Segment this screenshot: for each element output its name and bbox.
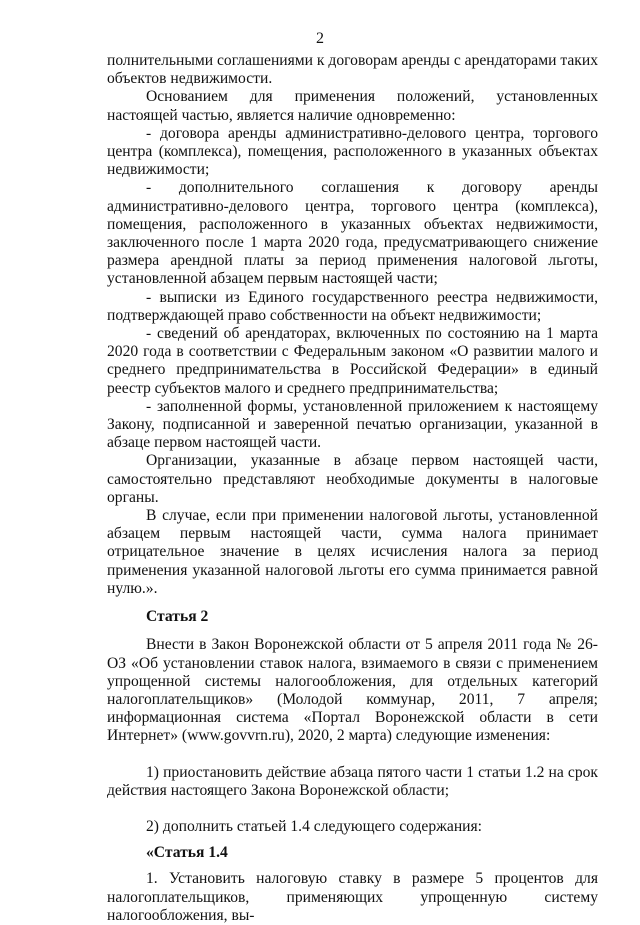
article-2-heading: Статья 2 (146, 608, 209, 626)
paragraph-tax-rate: 1. Установить налоговую ставку в размере 5 процентов для налогоплательщиков, применяющих упрощенную систему налогообложения, вы- (107, 870, 598, 924)
paragraph-organizations: Организации, указанные в абзаце первом настоящей части, самостоятельно представляют необходимые документы в налоговые органы. (107, 452, 598, 506)
paragraph-basis: Основанием для применения положений, установленных настоящей частью, является наличие одновременно: (107, 88, 598, 124)
list-item-registry-extract: - выписки из Единого государственного реестра недвижимости, подтверждающей право собственности на объект недвижимости; (107, 288, 598, 324)
paragraph-continuation: полнительными соглашениями к договорам аренды с арендаторами таких объектов недвижимости. (107, 52, 598, 88)
list-item-lease-agreement: - договора аренды административно-делового центра, торгового центра (комплекса), помещения, расположенного в указанных объектах недвижимости; (107, 124, 598, 179)
list-item-filled-form: - заполненной формы, установленной приложением к настоящему Закону, подписанной и заверенной печатью организации, указанной в абзаце первом настоящей части. (107, 397, 598, 452)
paragraph-negative-tax: В случае, если при применении налоговой льготы, установленной абзацем первым настоящей части, сумма налога принимает отрицательное значение в целях исчисления налога за период применения указанной налоговой льготы его сумма принимается равной нулю.». (107, 507, 598, 597)
list-item-add-article: 2) дополнить статьей 1.4 следующего содержания: (146, 817, 483, 835)
list-item-supplementary-agreement: - дополнительного соглашения к договору аренды административно-делового центра, торгового центра (комплекса), помещения, расположенного в указанных объектах недвижимости, заключенного после 1 марта 2020 года, предусматривающего снижение размера арендной платы за период применения налоговой льготы, установленной абзацем первым настоящей части; (107, 179, 598, 288)
article-1-4-heading: «Статья 1.4 (146, 844, 228, 862)
list-item-tenant-info: - сведений об арендаторах, включенных по состоянию на 1 марта 2020 года в соответствии с Федеральным законом «О развитии малого и среднего предпринимательства в Российской Федерации» в единый реестр субъектов малого и среднего предпринимательства; (107, 325, 598, 397)
list-item-suspend: 1) приостановить действие абзаца пятого части 1 статьи 1.2 на срок действия настоящего Закона Воронежской области; (107, 763, 598, 799)
paragraph-amend-law: Внести в Закон Воронежской области от 5 апреля 2011 года № 26-ОЗ «Об установлении ставок налога, взимаемого в связи с применением упрощенной системы налогообложения, для отдельных категорий налогоплательщиков» (Молодой коммунар, 2011, 7 апреля; информационная система «Портал Воронежской области в сети Интернет» (www.govvrn.ru), 2020, 2 марта) следующие изменения: (107, 636, 598, 745)
page-number: 2 (316, 30, 324, 47)
document-body (107, 52, 598, 925)
